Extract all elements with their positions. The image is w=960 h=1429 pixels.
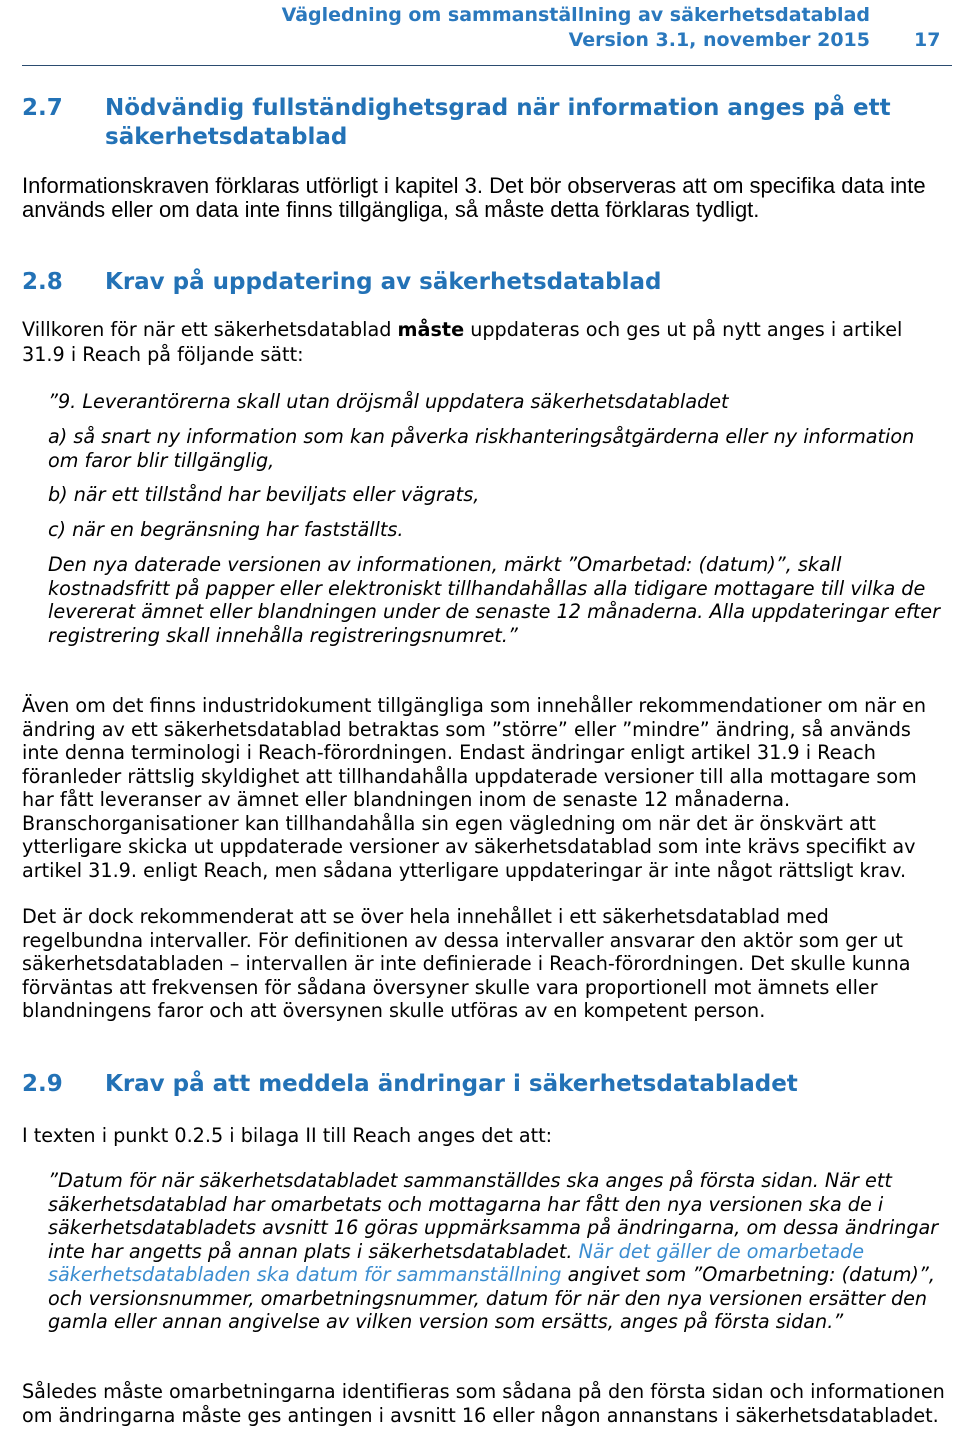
quote-item-b (48, 483, 479, 507)
paragraph-line: artikel 31.9. enligt Reach, men sådana ytterligare uppdateringar är inte något rättsligt krav. (22, 858, 907, 882)
paragraph-line: ytterligare skicka ut uppdaterade versioner av säkerhetsdatablad som inte krävs specifikt av (22, 835, 916, 858)
section-heading-2-7 (0, 94, 960, 150)
paragraph-line: används eller om data inte finns tillgängliga, så måste detta förklaras tydligt. (22, 197, 760, 222)
quote-line: kostnadsfritt på papper eller elektroniskt tillhandahållas alla tidigare mottagare till vilka de (48, 576, 926, 600)
quote-line: levererat ämnet eller blandningen under de senaste 12 månaderna. Alla uppdateringar efter (48, 600, 940, 623)
paragraph-conclusion (22, 1380, 945, 1427)
quote-line: och versionsnummer, omarbetningsnummer, datum för när den nya versionen ersätter den (48, 1286, 928, 1310)
paragraph-line: inte denna terminologi i Reach-förordningen. Endast ändringar enligt artikel 31.9 i Reach (22, 741, 876, 764)
quote-line: Den nya daterade versionen av informationen, märkt ”Omarbetad: (datum)”, skall (48, 553, 842, 576)
paragraph-line: ändring av ett säkerhetsdatablad betraktas som ”större” eller ”mindre” ändring, så används (22, 717, 911, 741)
paragraph-line: har fått leveranser av ämnet eller blandningen inom de senaste 12 månaderna. (22, 788, 791, 811)
section-title (105, 94, 891, 152)
highlighted-text: säkerhetsdatabladen ska datum för sammanställning (48, 1263, 562, 1286)
paragraph-line: förväntas att frekvensen för sådana översyner skulle vara proportionell mot ämnets eller (22, 975, 878, 999)
page-number: 17 (914, 29, 941, 51)
quote-line: säkerhetsdatabladets avsnitt 16 göras uppmärksamma på ändringarna, om dessa ändringar (48, 1216, 939, 1239)
quote-line: c) när en begränsning har fastställts. (48, 518, 404, 541)
section-title-line: Krav på att meddela ändringar i säkerhetsdatabladet (105, 1071, 798, 1097)
quote-line: säkerhetsdatablad har omarbetats och mottagarna har fått den nya versionen ska de i (48, 1192, 884, 1216)
highlighted-text: När det gäller de omarbetade (578, 1239, 865, 1263)
quote-line: ”Datum för när säkerhetsdatabladet sammanställdes ska anges på första sidan. När ett (48, 1169, 892, 1192)
paragraph-line: Informationskraven förklaras utförligt i kapitel 3. Det bör observeras att om specifika data inte (22, 173, 926, 198)
quote-line: registrering skall innehålla registreringsnumret.” (48, 623, 518, 647)
paragraph-2-8-intro (22, 318, 902, 367)
section-title-line: säkerhetsdatablad (105, 124, 348, 150)
text-run: inte har angetts på annan plats i säkerhetsdatabladet. (48, 1239, 579, 1263)
paragraph-line: Även om det finns industridokument tillgängliga som innehåller rekommendationer om när en (22, 694, 927, 717)
paragraph-line: 31.9 i Reach på följande sätt: (22, 342, 304, 366)
text-run: uppdateras och ges ut på nytt anges i artikel (464, 318, 903, 341)
quote-line: b) när ett tillstånd har beviljats eller vägrats, (48, 483, 480, 506)
paragraph-line: regelbundna intervaller. För definitionen av dessa intervaller ansvarar den aktör som ger ut (22, 928, 903, 952)
quote-annex-ii (48, 1169, 938, 1334)
paragraph-line: blandningens faror och att översynen skulle utföras av en kompetent person. (22, 999, 766, 1022)
quote-line (48, 1240, 938, 1264)
section-title-line: Nödvändig fullständighetsgrad när information anges på ett (105, 95, 891, 121)
quote-item-c (48, 518, 404, 542)
section-number: 2.7 (22, 95, 63, 121)
paragraph-line (22, 318, 902, 343)
quote-line: ”9. Leverantörerna skall utan dröjsmål uppdatera säkerhetsdatabladet (48, 390, 729, 413)
text-run: angivet som ”Omarbetning: (datum)”, (561, 1263, 935, 1286)
paragraph-line: om ändringarna måste ges antingen i avsnitt 16 eller någon annanstans i säkerhetsdatabladet. (22, 1403, 939, 1427)
section-title-line: Krav på uppdatering av säkerhetsdatablad (105, 269, 662, 295)
section-number: 2.9 (22, 1071, 63, 1097)
paragraph-line: Således måste omarbetningarna identifieras som sådana på den första sidan och informationen (22, 1380, 945, 1403)
quote-line (48, 1263, 938, 1287)
paragraph-review-intervals (22, 905, 911, 1023)
document-title: Vägledning om sammanställning av säkerhetsdatablad (281, 4, 870, 26)
paragraph-2-7 (22, 174, 926, 222)
quote-line: a) så snart ny information som kan påverka riskhanteringsåtgärderna eller ny information (48, 425, 915, 448)
section-title (105, 268, 661, 297)
quote-opening (48, 390, 729, 414)
text-run: Villkoren för när ett säkerhetsdatablad (22, 318, 398, 341)
paragraph-2-9-intro (22, 1124, 552, 1148)
document-version: Version 3.1, november 2015 (568, 29, 870, 51)
paragraph-line: föranleder rättslig skyldighet att tillhandahålla uppdaterade versioner till alla mottagare som (22, 764, 917, 788)
paragraph-line: Branschorganisationer kan tillhandahålla sin egen vägledning om när det är önskvärt att (22, 811, 876, 835)
paragraph-line: I texten i punkt 0.2.5 i bilaga II till Reach anges det att: (22, 1124, 553, 1147)
paragraph-line: Det är dock rekommenderat att se över hela innehållet i ett säkerhetsdatablad med (22, 905, 829, 928)
header-rule (22, 65, 952, 66)
quote-item-a (48, 425, 914, 472)
paragraph-line: säkerhetsdatabladen – intervallen är inte definierade i Reach-förordningen. Det skulle kunna (22, 952, 911, 975)
quote-line: gamla eller annan angivelse av vilken version som ersätts, anges på första sidan.” (48, 1310, 844, 1333)
emphasis-text: måste (397, 318, 465, 341)
section-number: 2.8 (22, 269, 63, 295)
section-heading-2-8 (0, 268, 960, 297)
section-heading-2-9 (0, 1070, 960, 1099)
section-title (105, 1070, 798, 1099)
paragraph-major-minor-changes (22, 694, 926, 882)
quote-closing (48, 553, 940, 647)
quote-line: om faror blir tillgänglig, (48, 448, 275, 472)
